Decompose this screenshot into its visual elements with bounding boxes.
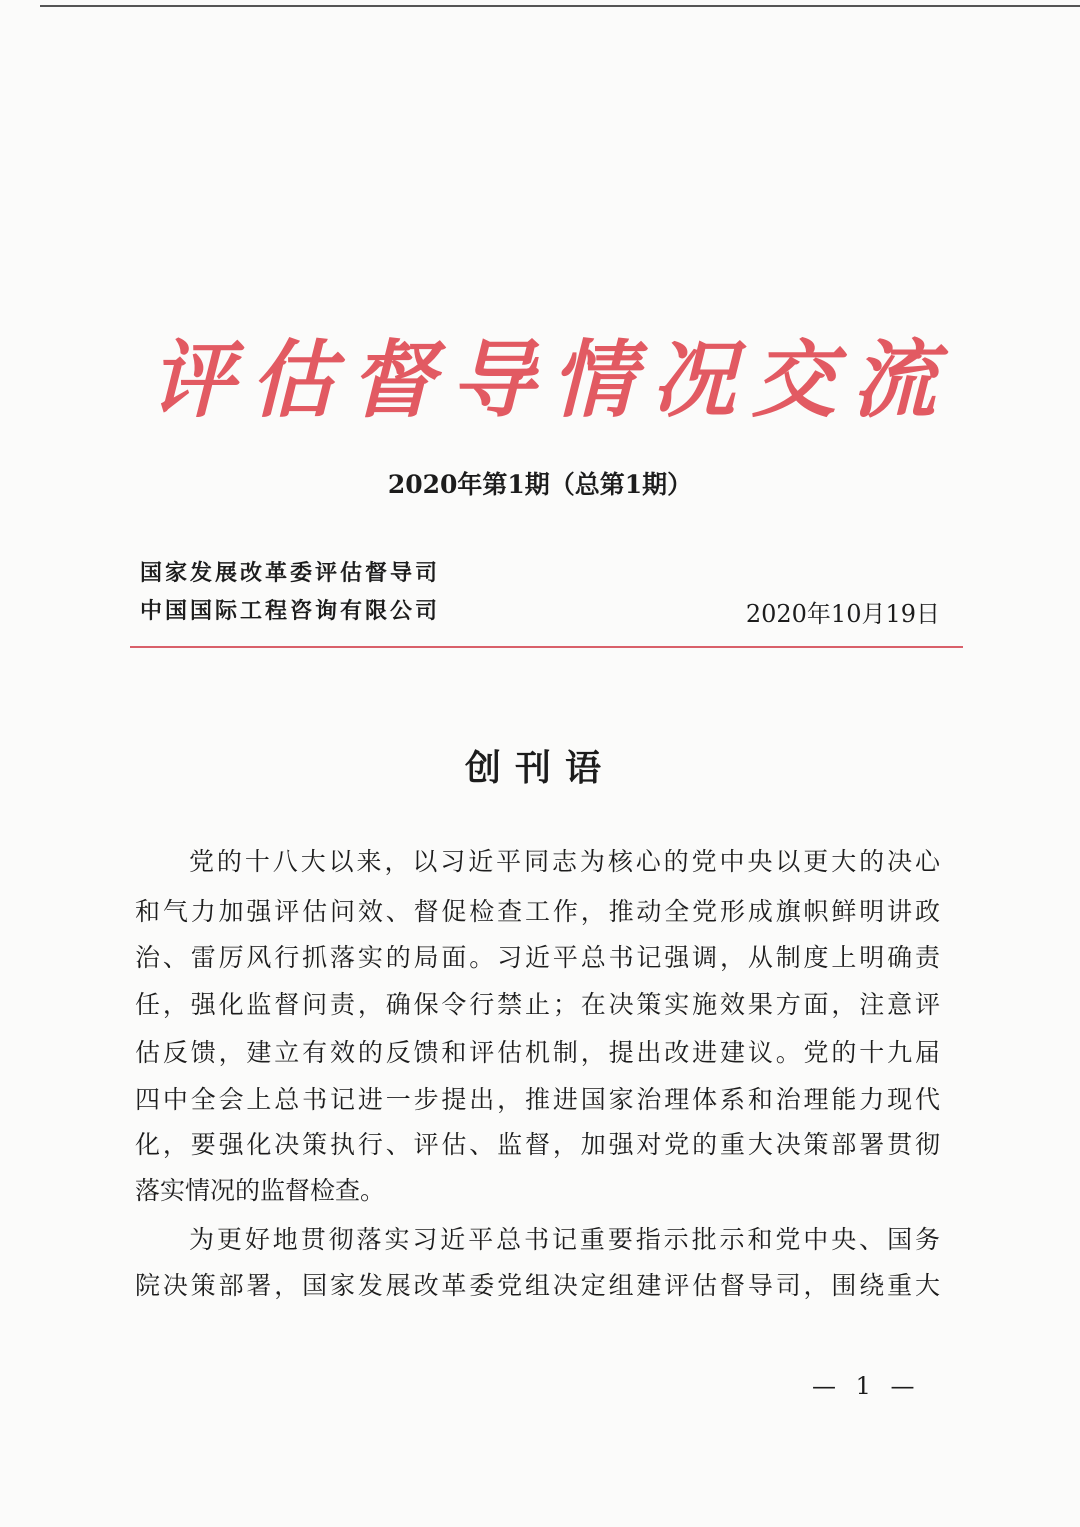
body-line: 任，强化监督问责，确保令行禁止；在决策实施效果方面，注意评 bbox=[135, 990, 940, 1019]
body-line: 化，要强化决策执行、评估、监督，加强对党的重大决策部署贯彻 bbox=[135, 1130, 940, 1159]
publish-date: 2020年10月19日 bbox=[745, 600, 940, 628]
publisher-1: 国家发展改革委评估督导司 bbox=[140, 560, 441, 586]
article-heading: 创刊语 bbox=[464, 747, 615, 789]
body-line: 四中全会上总书记进一步提出，推进国家治理体系和治理能力现代 bbox=[135, 1085, 940, 1114]
body-line: 为更好地贯彻落实习近平总书记重要指示批示和党中央、国务 bbox=[189, 1225, 940, 1254]
issue-number: 2020年第1期（总第1期） bbox=[387, 470, 693, 499]
divider-rule bbox=[130, 646, 963, 648]
page-number: — 1 — bbox=[812, 1372, 921, 1400]
body-line: 党的十八大以来，以习近平同志为核心的党中央以更大的决心 bbox=[189, 847, 940, 876]
body-line: 和气力加强评估问效、督促检查工作，推动全党形成旗帜鲜明讲政 bbox=[135, 897, 940, 926]
body-line: 院决策部署，国家发展改革委党组决定组建评估督导司，围绕重大 bbox=[135, 1271, 940, 1300]
masthead-title: 评估督导情况交流 bbox=[150, 330, 940, 429]
body-line: 治、雷厉风行抓落实的局面。习近平总书记强调，从制度上明确责 bbox=[135, 943, 940, 972]
publisher-2: 中国国际工程咨询有限公司 bbox=[140, 598, 441, 624]
body-line: 估反馈，建立有效的反馈和评估机制，提出改进建议。党的十九届 bbox=[135, 1038, 940, 1067]
scan-edge-line bbox=[40, 5, 1080, 7]
body-line: 落实情况的监督检查。 bbox=[135, 1176, 386, 1205]
